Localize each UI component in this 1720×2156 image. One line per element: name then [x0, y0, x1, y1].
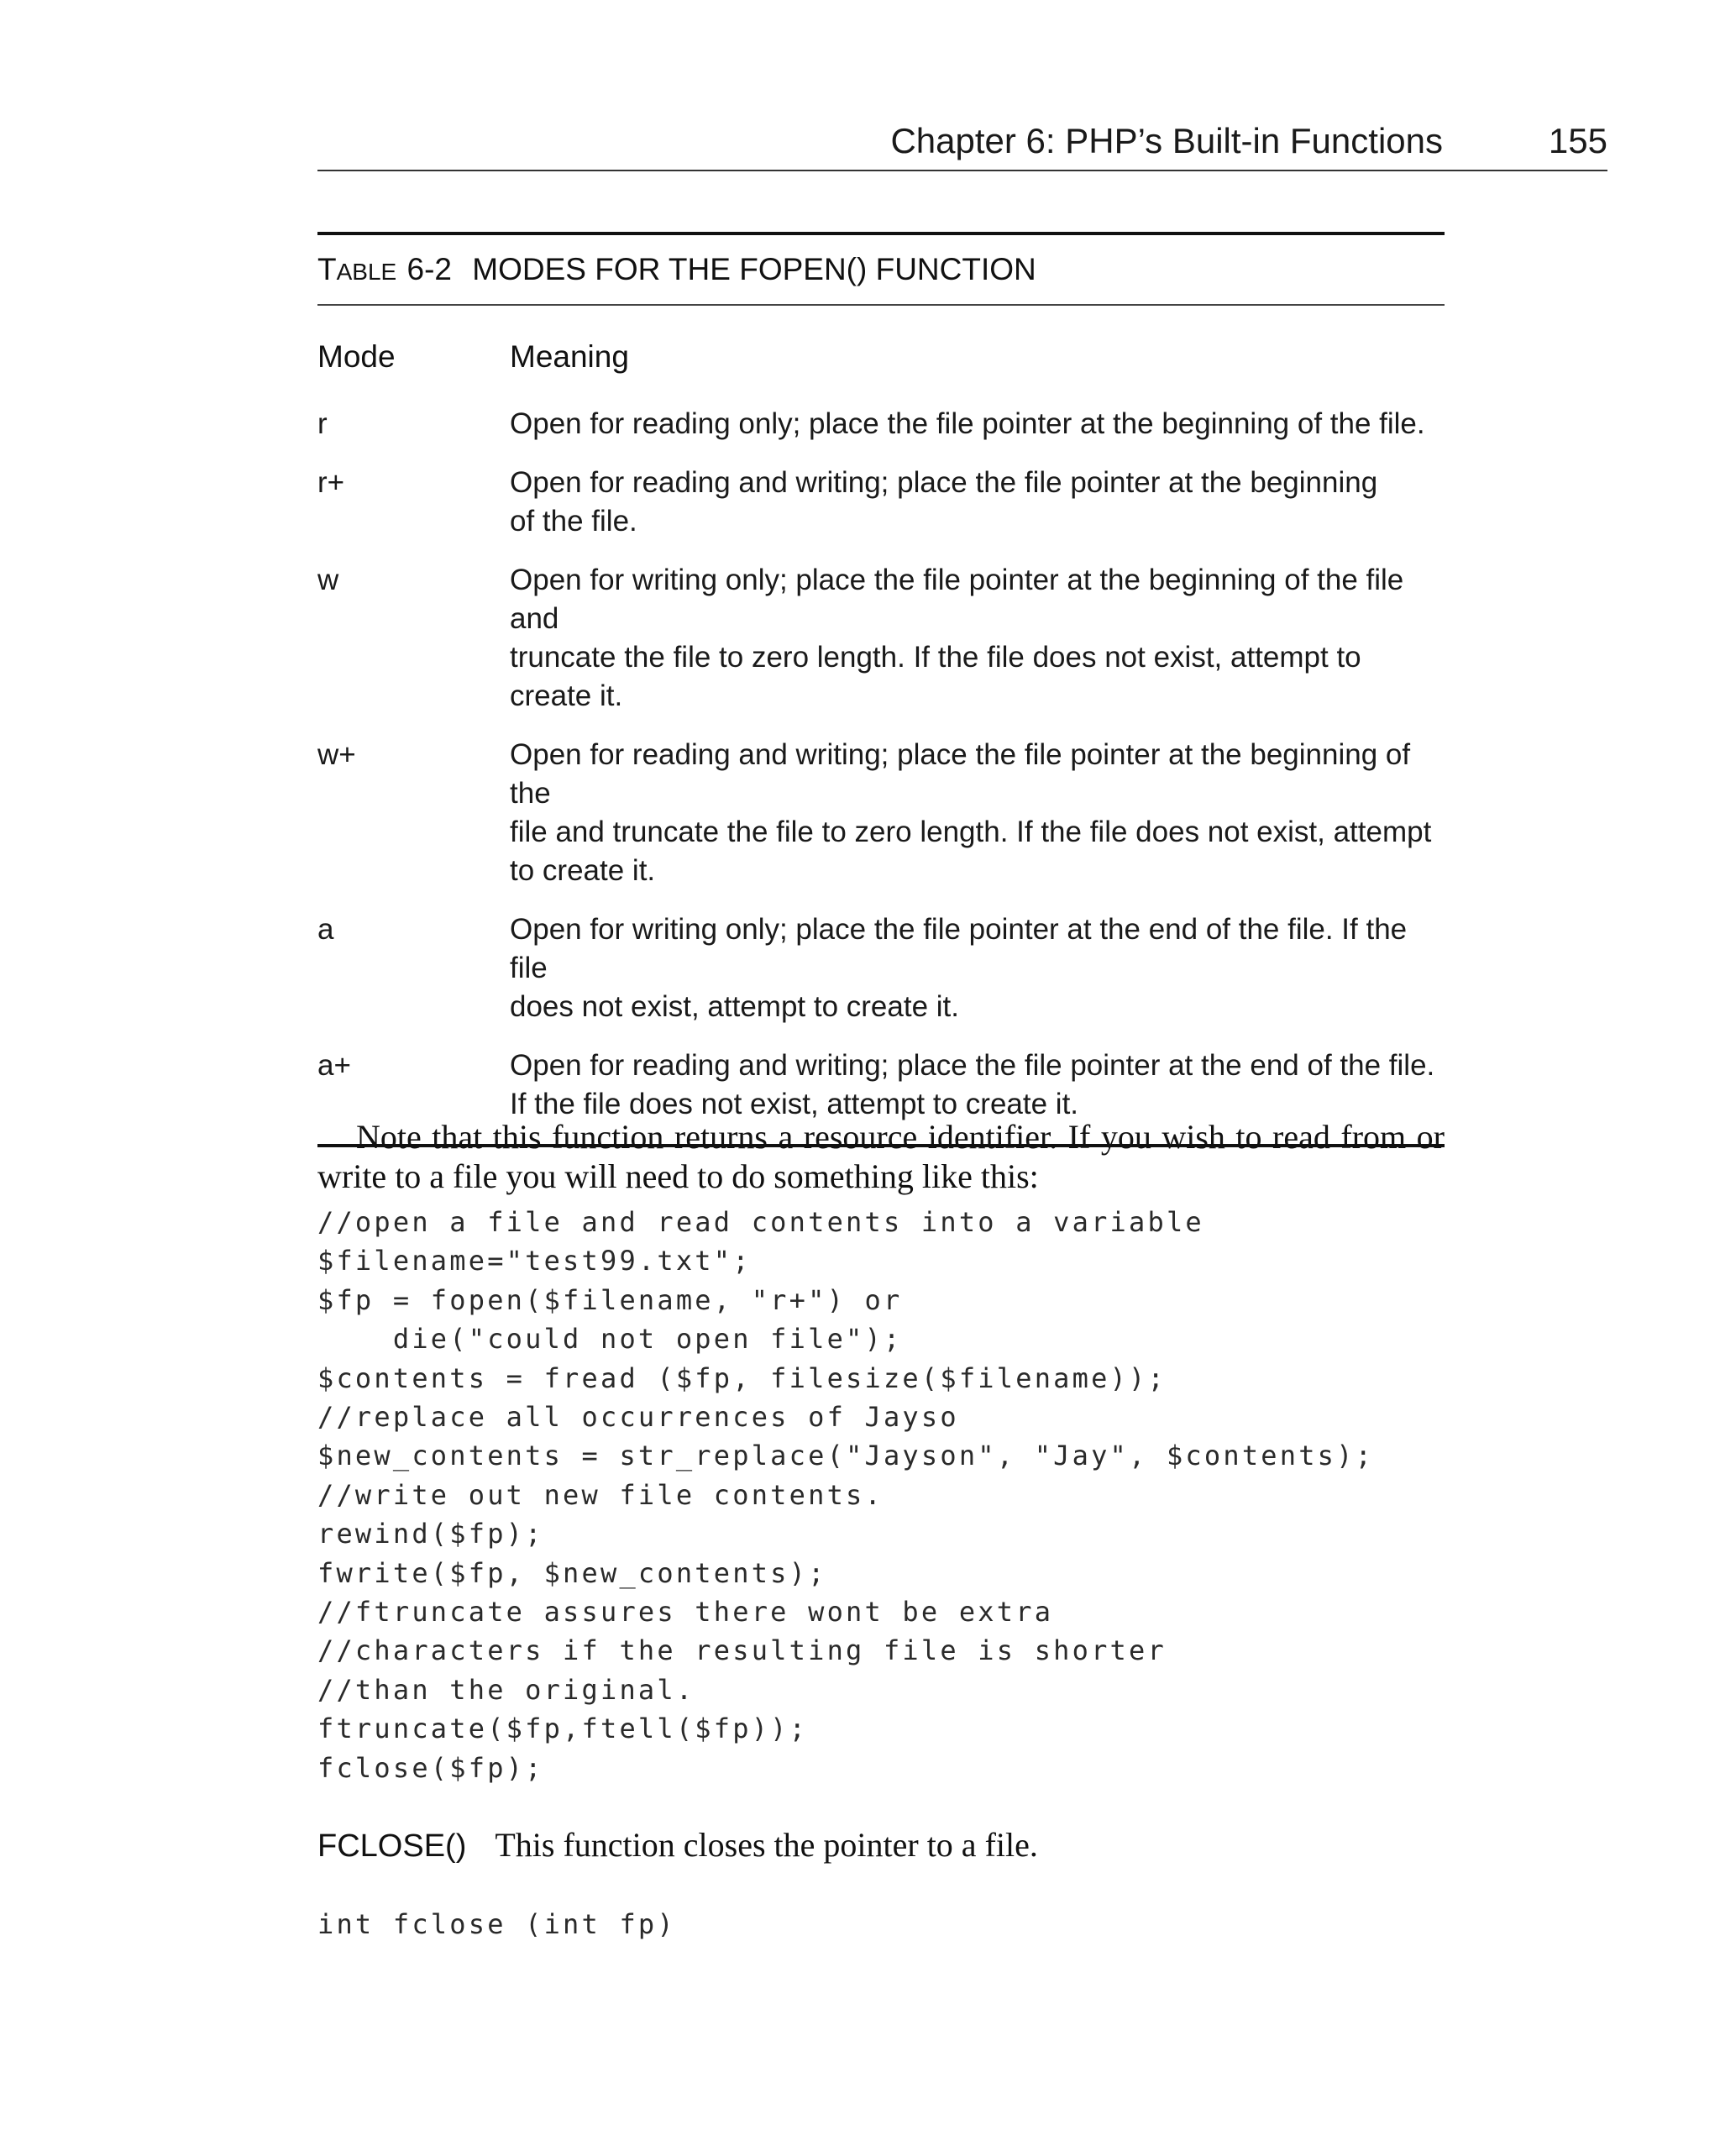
fopen-modes-table	[317, 232, 1445, 1147]
meaning-cell: Open for reading and writing; place the file pointer at the beginning of the file.	[510, 466, 1378, 538]
table-label-rest: ABLE	[336, 259, 397, 285]
page-number: 155	[1548, 121, 1607, 160]
column-header-mode: Mode	[317, 339, 396, 374]
mode-cell: w	[317, 564, 339, 596]
table-title: MODES FOR THE FOPEN() FUNCTION	[472, 252, 1036, 286]
function-description: This function closes the pointer to a file.	[495, 1826, 1038, 1864]
table-row	[317, 910, 1445, 1026]
chapter-title: Chapter 6: PHP’s Built-in Functions	[890, 121, 1443, 160]
function-signature: int fclose (int fp)	[317, 1908, 676, 1940]
mode-cell: a	[317, 913, 334, 946]
running-header	[317, 118, 1607, 171]
code-listing: //open a file and read contents into a variable $filename="test99.txt"; $fp = fopen($filename, "r+") or die("could not open file"); $contents = fread ($fp, filesize($filename)); //replace all occurrences of Jayso $new_contents = str_replace("Jayson", "Jay", $contents); //write out new file contents. rewind($fp); fwrite($fp, $new_contents); //ftruncate assures there wont be extra //characters if the resulting file is shorter //than the original. ftruncate($fp,ftell($fp)); fclose($fp);	[317, 1206, 1375, 1784]
body-paragraph: Note that this function returns a resource identifier. If you wish to read from or write to a file you will need to do something like this:	[317, 1118, 1445, 1195]
table-caption	[317, 235, 1445, 304]
table-label-initial: T	[317, 252, 337, 286]
function-heading	[317, 1824, 1038, 1867]
meaning-cell: Open for reading and writing; place the file pointer at the end of the file. If the file does not exist, attempt to create it.	[510, 1049, 1435, 1120]
mode-cell: a+	[317, 1049, 351, 1082]
table-row	[317, 464, 1445, 541]
mode-cell: r	[317, 407, 328, 440]
table-row	[317, 405, 1445, 443]
column-header-meaning: Meaning	[510, 339, 629, 374]
table-row	[317, 561, 1445, 716]
function-name: FCLOSE()	[317, 1828, 467, 1864]
table-body	[317, 405, 1445, 1124]
meaning-cell: Open for reading and writing; place the file pointer at the beginning of the file and truncate the file to zero length. If the file does not exist, attempt to create it.	[510, 738, 1432, 887]
table-header-row	[317, 339, 1445, 390]
meaning-cell: Open for reading only; place the file pointer at the beginning of the file.	[510, 407, 1425, 440]
mode-cell: w+	[317, 738, 356, 771]
table-caption-rule	[317, 304, 1445, 306]
meaning-cell: Open for writing only; place the file pointer at the end of the file. If the file does not exist, attempt to create it.	[510, 913, 1408, 1023]
meaning-cell: Open for writing only; place the file pointer at the beginning of the file and truncate the file to zero length. If the file does not exist, attempt to create it.	[510, 564, 1404, 712]
table-row	[317, 1047, 1445, 1124]
mode-cell: r+	[317, 466, 345, 499]
table-row	[317, 736, 1445, 890]
table-number: 6-2	[406, 252, 452, 286]
